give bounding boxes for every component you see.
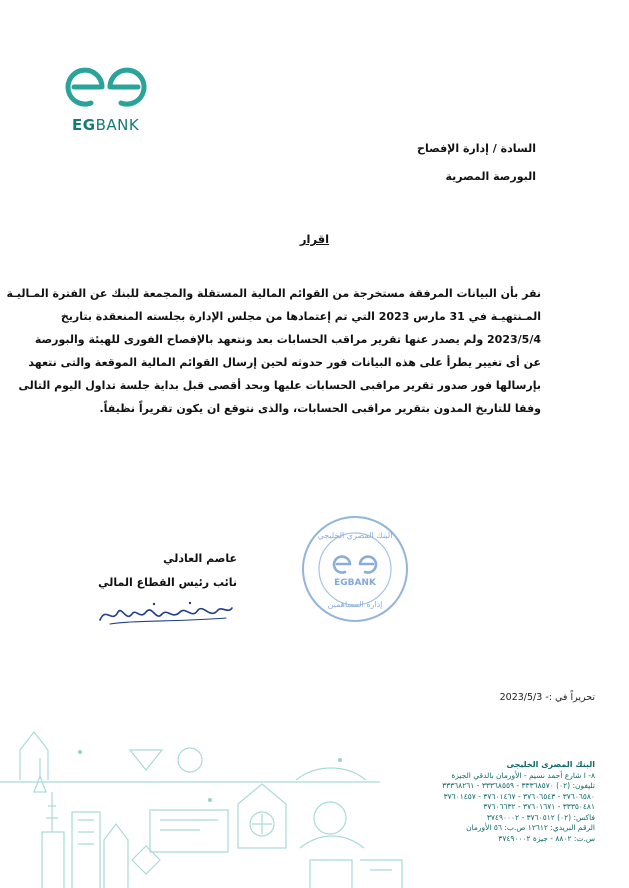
stamp-top-text: البنك المصري الخليجي bbox=[317, 531, 393, 540]
body-line: المـنتهيـة في 31 مارس 2023 التي تم إعتمادها من مجلس الإدارة بجلسته المنعقدة بتاريخ bbox=[60, 310, 541, 323]
body-line: نقر بأن البيانات المرفقة مستخرجة من القوائم المالية المستقلة والمجمعة للبنك عن الفترة المـاليـة bbox=[6, 287, 541, 300]
addressee-line-2: البورصة المصرية bbox=[445, 170, 536, 183]
footer-line: فاكس: (٠٢) ٣٧٦٠٥١٢ - ٣٧٤٩٠٠٠٢ bbox=[486, 812, 595, 822]
issue-date: تحريراً في :- 2023/5/3 bbox=[499, 692, 595, 703]
footer-line: الرقم البريدي: ١٢٦١٢ ص.ب: ٥٦ الأورمان bbox=[466, 823, 595, 832]
footer-contact-info bbox=[442, 760, 595, 844]
declaration-body bbox=[6, 282, 541, 420]
logo-wordmark: EGBANK bbox=[72, 116, 140, 134]
document-title: اقرار bbox=[299, 232, 330, 246]
footer-line: ٣٧٦٠٦٥٨٠ - ٣٧٦٠٦٥٤٣ - ٣٧٦٠١٤٦٧ - ٣٧٦٠١٤٥٧ bbox=[443, 791, 595, 801]
signatory-name: عاصم العادلي bbox=[163, 552, 237, 565]
company-stamp bbox=[300, 514, 410, 624]
egbank-logo-icon bbox=[66, 64, 146, 110]
body-line: 2023/5/4 ولم يصدر عنها تقرير مراقب الحسابات بعد ونتعهد بالإفصاح الفورى للهيئة والبورصة bbox=[34, 333, 541, 346]
body-line: عن أى تغيير يطرأ على هذه البيانات فور حدوثه لحين إرسال القوائم المالية الموقعة والتى نتعهد bbox=[28, 356, 541, 369]
signatory-position: نائب رئيس القطاع المالي bbox=[98, 576, 237, 589]
footer-line: ٣٣٣٥٠٤٨١ - ٣٧٦٠١٦٧١ - ٣٧٦٠٦٦٣٢ bbox=[483, 802, 595, 811]
footer-line: س.ت: ٨٨٠٢ - جيزة ٣٧٤٩٠٠٠٢ bbox=[498, 833, 595, 843]
stamp-bottom-text: إدارة المساهمين bbox=[327, 600, 383, 609]
footer-line: ٨- ا شارع أحمد نسيم - الأورمان بالدقي الجيزة bbox=[451, 770, 595, 780]
body-line: بإرسالها فور صدور تقرير مراقبى الحسابات عليها وبحد أقصى قبل بداية جلسة تداول اليوم التالى bbox=[18, 379, 541, 392]
footer-line: تليفون: (٠٢) ٣٣٣٦٨٥٧٠ - ٣٣٣٦٨٥٥٩ - ٣٣٣٦٨٢٦١ bbox=[442, 781, 595, 790]
addressee-line-1: السادة / إدارة الإفصاح bbox=[417, 142, 536, 155]
handwritten-signature bbox=[96, 598, 236, 628]
body-line: وفقا للتاريخ المدون بتقرير مراقبى الحسابات، والذى نتوقع ان يكون تقريراً نظيفاً. bbox=[99, 402, 541, 415]
egbank-logo bbox=[66, 64, 146, 110]
stamp-logo-text: EGBANK bbox=[334, 578, 376, 588]
footer-bank-name: البنك المصرى الخليجى bbox=[506, 760, 595, 769]
